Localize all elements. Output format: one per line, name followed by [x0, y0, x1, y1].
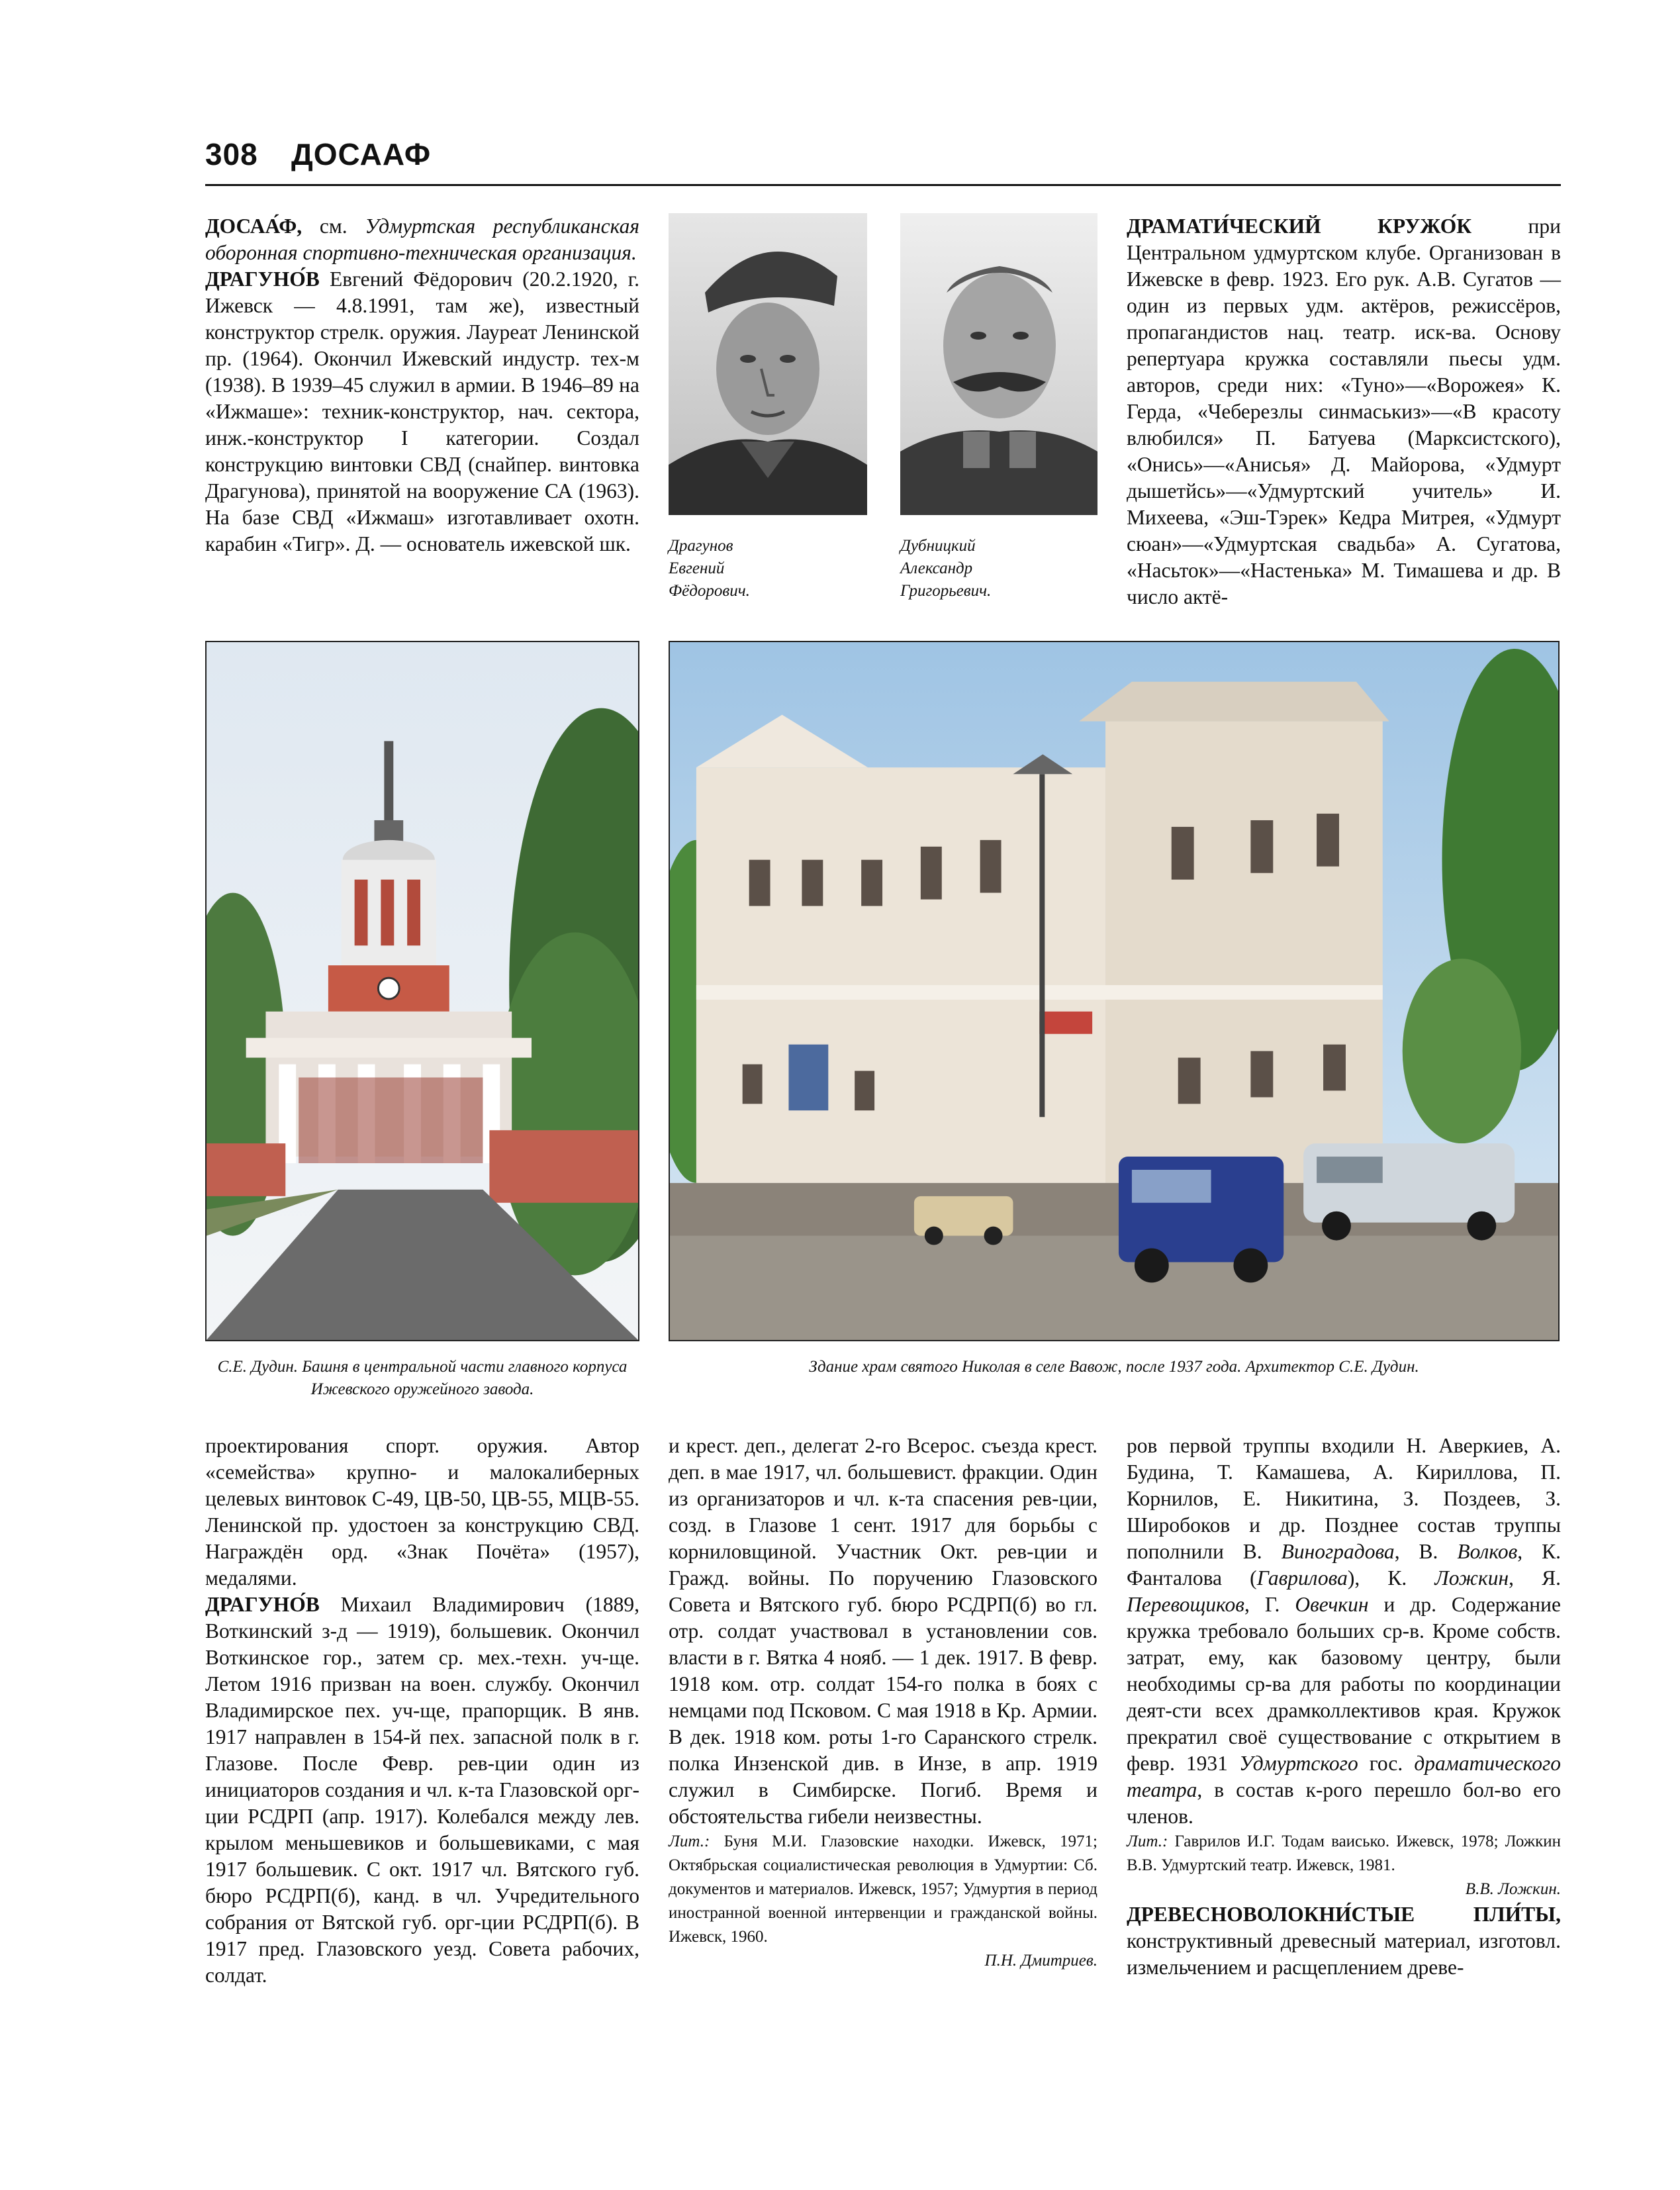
paragraph-continuation: проектирования спорт. оружия. Автор «семейства» крупно- и малокалиберных целевых винтовок С-49, ЦВ-50, ЦВ-55, МЦВ-55. Ленинской пр. удостоен за конструкцию СВД. Награждён орд. «Знак Почёта» (1957), медалями.	[205, 1434, 639, 1590]
entry-text: см.	[302, 214, 365, 238]
portrait-right-caption	[900, 535, 1097, 602]
entry-dosaaf	[205, 213, 639, 266]
entry-term: ДРАГУНО́В	[205, 1593, 320, 1616]
italic-name: Гаврилова	[1256, 1566, 1348, 1590]
entry-term: ДРАМАТИ́ЧЕСКИЙ КРУЖО́К	[1127, 214, 1472, 238]
literature-text: Буня М.И. Глазовские находки. Ижевск, 1971; Октябрьская социалистическая революция в Удмуртии: Сб. документов и материалов. Ижевск, 1957; Удмуртия в период иностранной военной интервенции и гражданской войны. Ижевск, 1960.	[669, 1833, 1097, 1946]
text-run: , К. Фанталова (	[1127, 1540, 1562, 1590]
running-head: ДОСААФ	[291, 137, 432, 171]
photo-right-caption: Здание храм святого Николая в селе Вавож, после 1937 года. Архитектор С.Е. Дудин.	[809, 1358, 1419, 1376]
caption-line: Евгений	[669, 559, 725, 577]
caption-line: Дубницкий	[900, 537, 976, 555]
caption-line: Драгунов	[669, 537, 733, 555]
entry-fiberboard	[1127, 1901, 1561, 1981]
italic-name: Виноградова	[1281, 1540, 1395, 1563]
text-run: и др. Содержание кружка требовало больших ср-в. Кроме собств. затрат, ему, как базовому центру, были необходимы ср-ва для работы по координации деят-сти всех драмколлективов края. Кружок прекратил своё существование с открытием в февр. 1931	[1127, 1593, 1561, 1775]
cross-reference: Удмуртская республиканская оборонная спортивно-техническая организация.	[205, 214, 639, 264]
text-run: гос.	[1358, 1752, 1415, 1775]
italic-name: Удмуртского	[1238, 1752, 1358, 1775]
literature-label: Лит.:	[669, 1833, 710, 1850]
portrait-dragunov	[669, 213, 867, 515]
entry-term: ДРАГУНО́В	[205, 267, 320, 291]
text-run: ров первой труппы входили Н. Аверкиев, А. Будина, Т. Камашева, А. Кириллова, П. Корнилов, Е. Никитина, З. Поздеев, З. Широбоков и др. Позднее состав труппы пополнили В.	[1127, 1434, 1561, 1563]
entry-term: ДОСАА́Ф,	[205, 214, 303, 238]
entry-text: конструктивный древесный материал, изготовл. измельчением и расщеплением древе-	[1127, 1929, 1561, 1979]
photo-left-caption: С.Е. Дудин. Башня в центральной части главного корпуса Ижевского оружейного завода.	[217, 1358, 628, 1398]
page-header	[205, 136, 1561, 189]
entry-term: ДРЕВЕСНОВОЛОКНИ́СТЫЕ ПЛИ́ТЫ,	[1127, 1903, 1561, 1926]
text-run: , Я.	[1509, 1566, 1561, 1590]
column-1-top	[205, 213, 639, 557]
paragraph-continuation	[1127, 1433, 1561, 1830]
page-number: 308	[205, 137, 258, 171]
entry-text: Михаил Владимирович (1889, Воткинский з-д — 1919), большевик. Окончил Воткинское гор., затем ср. мех.-техн. уч-ще. Летом 1916 призван на воен. службу. Окончил Владимирское пех. уч-ще, прапорщик. В янв. 1917 направлен в 154-й пех. запасной полк в г. Глазове. После Февр. рев-ции один из инициаторов создания и чл. к-та Глазовской орг-ции РСДРП (апр. 1917). Колебался между лев. крылом меньшевиков и большевиками, с мая 1917 большевик. С окт. 1917 чл. Вятского губ. бюро РСДРП(б), канд. в чл. Учредительного собрания от Вятской губ. орг-ции РСДРП(б). В 1917 пред. Глазовского уезд. Совета рабочих, солдат.	[205, 1593, 639, 1987]
author-signature: П.Н. Дмитриев.	[984, 1952, 1097, 1970]
italic-name: Перевощиков	[1127, 1593, 1244, 1616]
literature-text: Гаврилов И.Г. Тодам ваисько. Ижевск, 1978; Ложкин В.В. Удмуртский театр. Ижевск, 1981.	[1127, 1833, 1561, 1874]
italic-name: Овечкин	[1295, 1593, 1369, 1616]
column-2-bottom	[669, 1433, 1097, 1973]
photo-vavozh-church-building	[669, 641, 1560, 1341]
paragraph-continuation: и крест. деп., делегат 2-го Всерос. съезда крест. деп. в мае 1917, чл. большевист. фракции. Один из организаторов и чл. к-та спасения рев-ции, созд. в Глазове 1 сент. 1917 для борьбы с корниловщиной. Участник Окт. рев-ции и Гражд. войны. По поручению Глазовского Совета и Вятского губ. бюро РСДРП(б) во гл. отр. солдат участвовал в установлении сов. власти в г. Вятка 4 нояб. — 1 дек. 1917. В февр. 1918 ком. отр. солдат 154-го полка в боях с немцами под Псковом. С мая 1918 в Кр. Армии. В дек. 1918 ком. роты 1-го Саранского стрелк. полка Инзенской див. в Инзе, в апр. 1919 служил в Симбирске. Погиб. Время и обстоятельства гибели неизвестны.	[669, 1434, 1097, 1828]
header-rule	[205, 184, 1561, 186]
literature-label: Лит.:	[1127, 1833, 1168, 1850]
text-run: , в состав к-рого перешло бол-во его членов.	[1127, 1778, 1561, 1828]
italic-name: Ложкин	[1434, 1566, 1509, 1590]
portrait-left-caption	[669, 535, 867, 602]
italic-name: Волков	[1457, 1540, 1518, 1563]
literature-list	[1127, 1830, 1561, 1878]
literature-list	[669, 1830, 1097, 1949]
column-1-bottom	[205, 1433, 639, 1989]
italic-name: драматического театра	[1127, 1752, 1562, 1801]
text-run: , Г.	[1244, 1593, 1295, 1616]
entry-dragunov-mikhail	[205, 1592, 639, 1989]
text-run: ), К.	[1347, 1566, 1435, 1590]
entry-dragunov-evgeny	[205, 266, 639, 557]
caption-line: Александр	[900, 559, 973, 577]
column-3-bottom	[1127, 1433, 1561, 1981]
column-3-top	[1127, 213, 1561, 610]
text-run: , В.	[1394, 1540, 1458, 1563]
caption-line: Фёдорович.	[669, 582, 750, 600]
entry-text: Евгений Фёдорович (20.2.1920, г. Ижевск — 4.8.1991, там же), известный конструктор стрелк. оружия. Лауреат Ленинской пр. (1964). Окончил Ижевский индустр. тех-м (1938). В 1939–45 служил в армии. В 1946–89 на «Ижмаше»: техник-конструктор, нач. сектора, инж.-конструктор I категории. Создал конструкцию винтовки СВД (снайпер. винтовка Драгунова), принятой на вооружение СА (1963). На базе СВД «Ижмаш» изготавливает охотн. карабин «Тигр». Д. — основатель ижевской шк.	[205, 267, 639, 555]
author-signature: В.В. Ложкин.	[1465, 1880, 1561, 1898]
caption-line: Григорьевич.	[900, 582, 992, 600]
entry-text: при Центральном удмуртском клубе. Организован в Ижевске в февр. 1923. Его рук. А.В. Сугатов — один из первых удм. актёров, режиссёров, пропагандистов нац. театр. иск-ва. Основу репертуара кружка составляли пьесы удм. авторов, среди них: «Туно»—«Ворожея» К. Герда, «Чеберезлы синмаськиз»—«В красоту влюбился» П. Батуева (Марксистского), «Онись»—«Анисья» Д. Майорова, «Удмурт дышетйсь»—«Удмуртский учитель» И. Михеева, «Эш-Тэрек» Кедра Митрея, «Удмурт сюан»—«Удмуртская свадьба» А. Сугатова, «Насьток»—«Настенька» М. Тимашева и др. В число актё-	[1127, 214, 1561, 608]
portrait-dubnitsky	[900, 213, 1097, 515]
photo-izhevsk-factory-tower	[205, 641, 639, 1341]
entry-drama-circle	[1127, 213, 1561, 610]
